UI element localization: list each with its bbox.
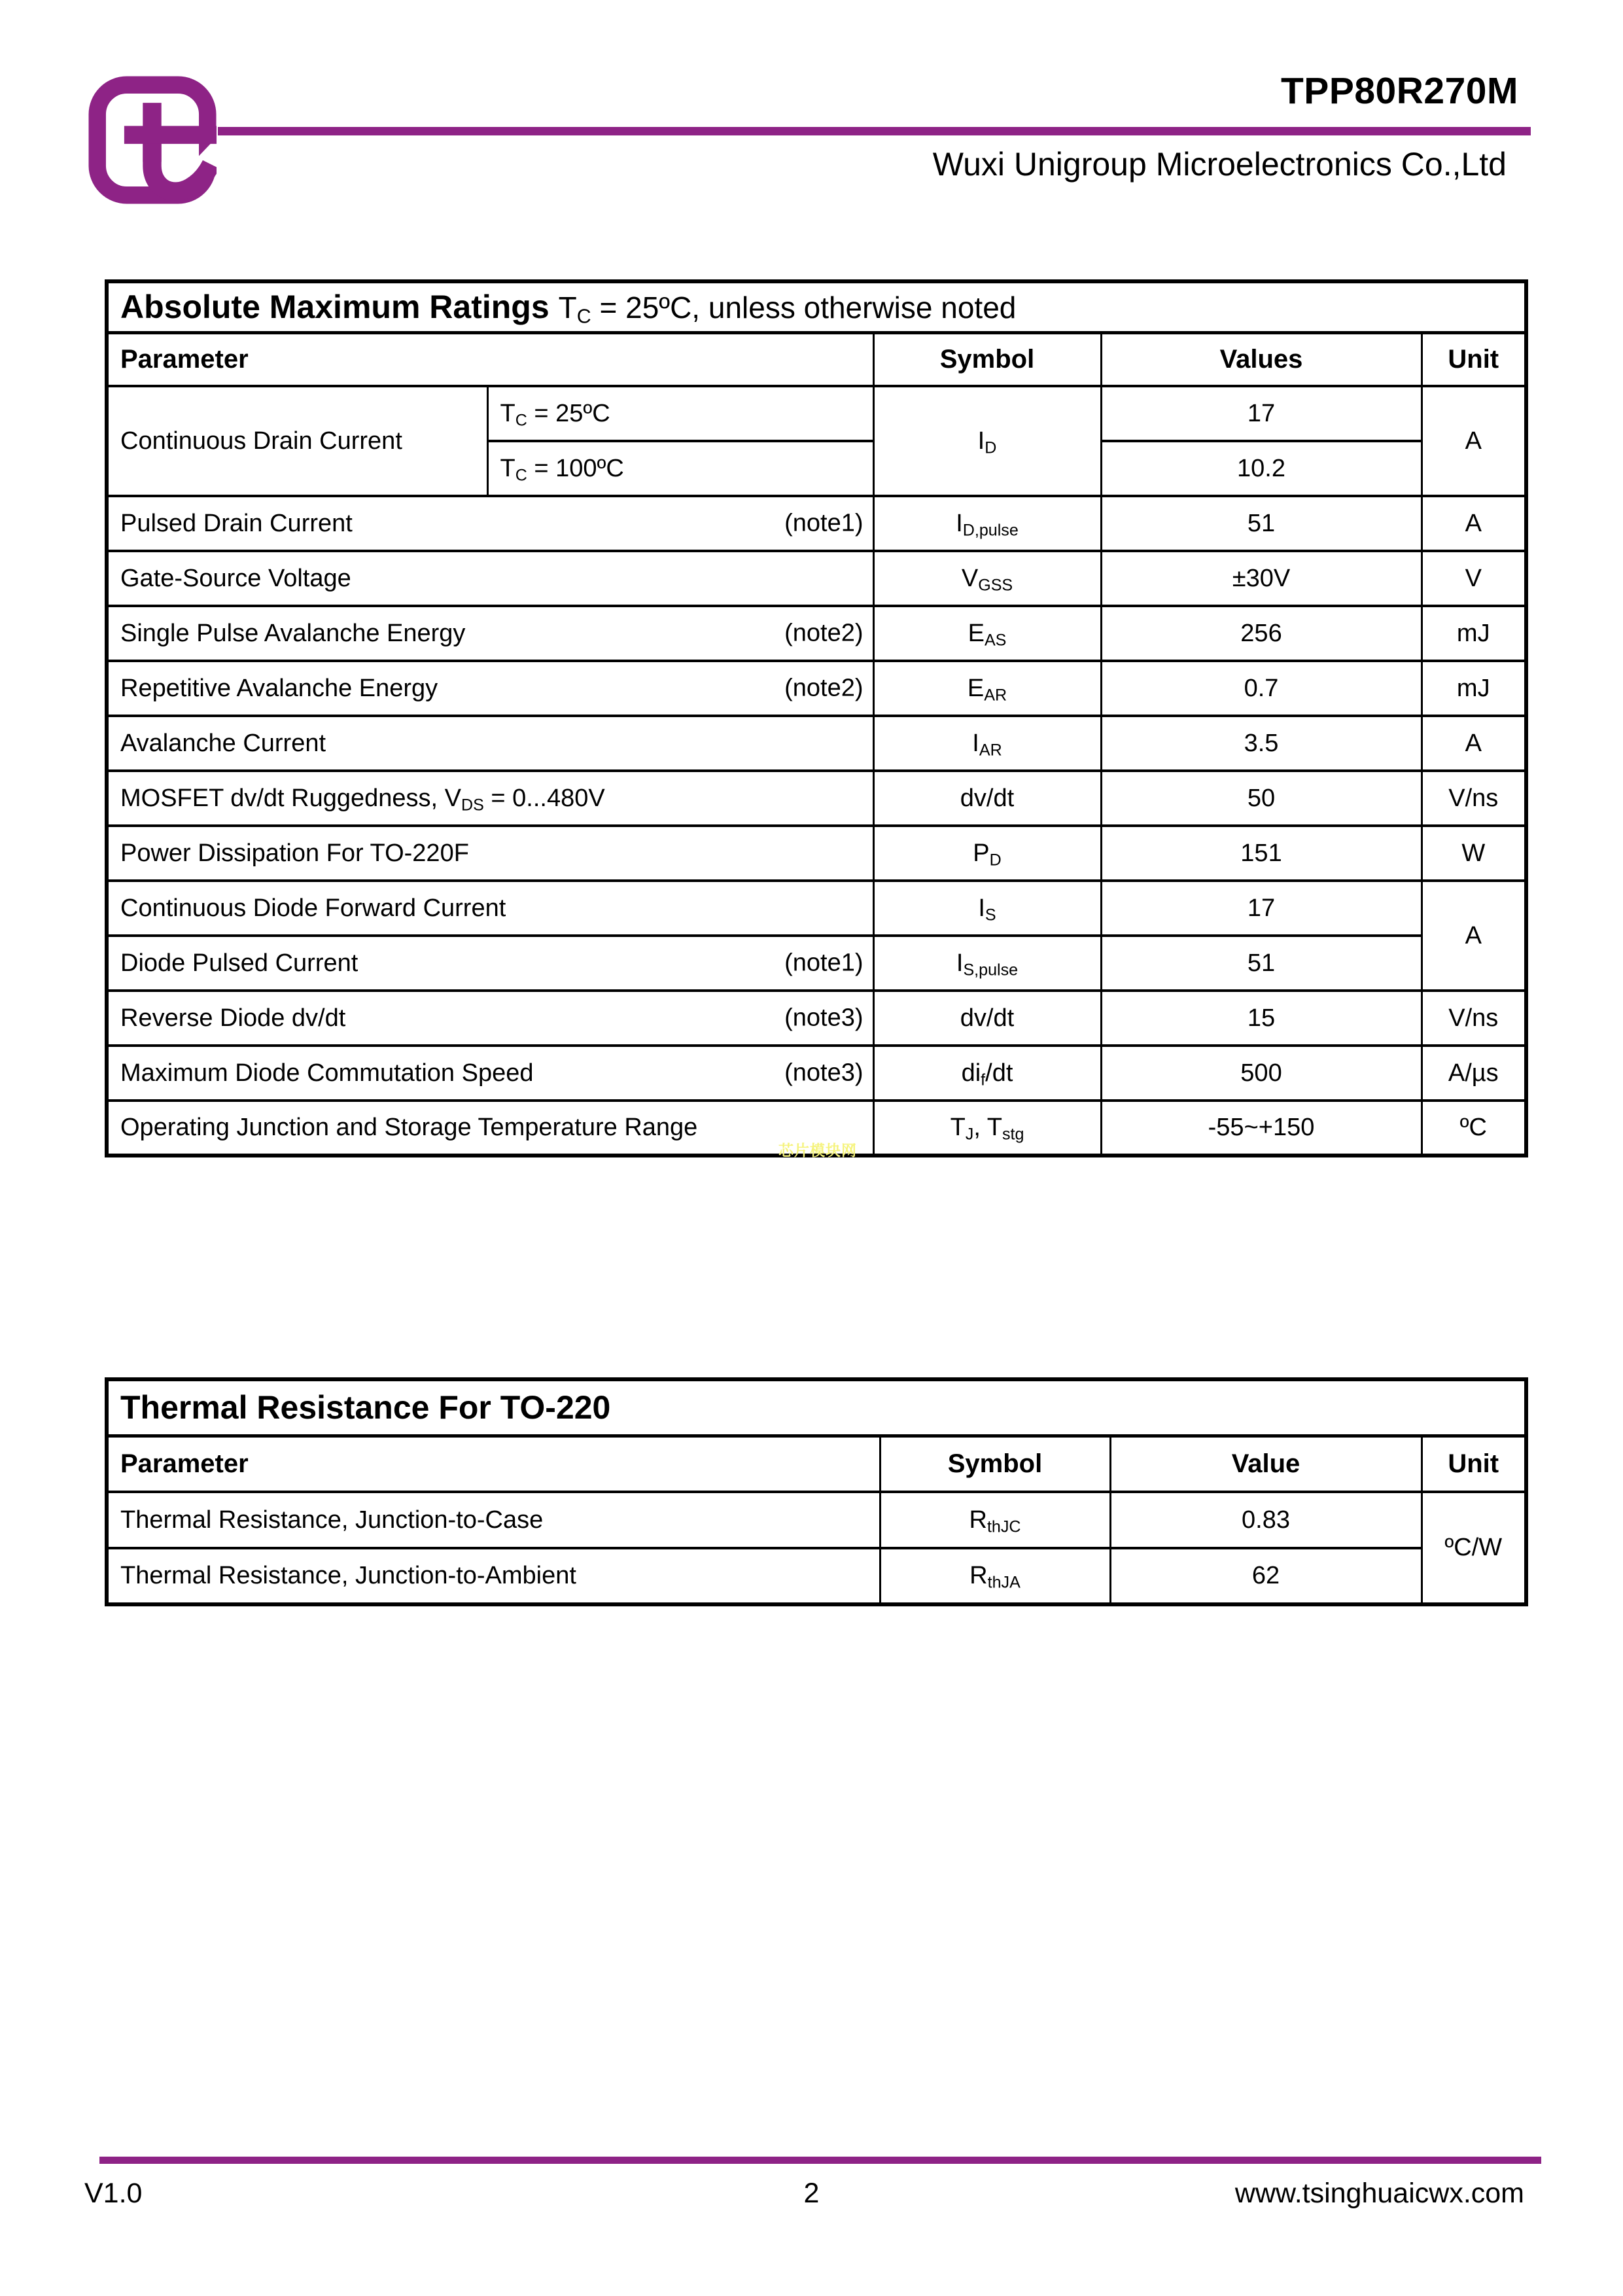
unit-cell: A — [1422, 716, 1526, 771]
table-row — [107, 386, 1526, 441]
symbol-cell: $T_J$, $T_{stg}$ — [873, 1101, 1101, 1156]
table-row — [107, 496, 1526, 551]
table-row — [107, 281, 1526, 332]
param-cell: Power Dissipation For TO-220F — [107, 826, 873, 881]
symbol-cell: $R_{thJA}$ — [880, 1548, 1110, 1604]
table-header-row — [107, 332, 1526, 386]
param-cell: Avalanche Current — [107, 716, 873, 771]
symbol-cell: $E_{AS}$ — [873, 606, 1101, 661]
value-cell: 151 — [1101, 826, 1422, 881]
column-header-parameter: Parameter — [107, 332, 873, 386]
unit-cell: ºC — [1422, 1101, 1526, 1156]
symbol-cell: $I_{AR}$ — [873, 716, 1101, 771]
symbol-cell: $P_D$ — [873, 826, 1101, 881]
symbol-cell: $E_{AR}$ — [873, 661, 1101, 716]
value-cell: 51 — [1101, 496, 1422, 551]
param-cell: MOSFET dv/dt Ruggedness, $V_{DS} = 0...480V$ — [107, 771, 873, 826]
symbol-cell: $R_{thJC}$ — [880, 1492, 1110, 1548]
unit-cell: V/ns — [1422, 991, 1526, 1046]
value-cell: ±30V — [1101, 551, 1422, 606]
footer-version: V1.0 — [84, 2178, 143, 2209]
value-cell: 17 — [1101, 881, 1422, 936]
table-row — [107, 1492, 1526, 1548]
table-title-cell — [107, 281, 1526, 332]
table-row — [107, 991, 1526, 1046]
table-title: Thermal Resistance For TO-220 — [120, 1389, 611, 1426]
company-name: Wuxi Unigroup Microelectronics Co.,Ltd — [932, 146, 1507, 183]
note-label: (note3) — [784, 1004, 864, 1032]
column-header-unit: Unit — [1422, 1436, 1526, 1492]
param-cell: Pulsed Drain Current (note1) — [107, 496, 873, 551]
table-row — [107, 771, 1526, 826]
param-cell: Continuous Diode Forward Current — [107, 881, 873, 936]
table-row — [107, 881, 1526, 936]
symbol-cell: $V_{GSS}$ — [873, 551, 1101, 606]
column-header-parameter: Parameter — [107, 1436, 880, 1492]
unit-cell: V — [1422, 551, 1526, 606]
symbol-cell: dv/dt — [873, 771, 1101, 826]
header-rule — [218, 127, 1531, 135]
value-cell: 0.83 — [1110, 1492, 1422, 1548]
value-cell: 0.7 — [1101, 661, 1422, 716]
unit-cell: A — [1422, 386, 1526, 496]
value-cell: 62 — [1110, 1548, 1422, 1604]
table-row — [107, 936, 1526, 991]
symbol-cell: $I_S$ — [873, 881, 1101, 936]
part-number: TPP80R270M — [1280, 70, 1518, 112]
footer-website: www.tsinghuaicwx.com — [1234, 2178, 1524, 2209]
table-row — [107, 1046, 1526, 1101]
unit-cell: W — [1422, 826, 1526, 881]
condition-cell: $T_C$ = 100ºC — [487, 441, 873, 496]
column-header-symbol: Symbol — [873, 332, 1101, 386]
table-row — [107, 826, 1526, 881]
symbol-cell: $di_f/dt$ — [873, 1046, 1101, 1101]
param-cell: Continuous Drain Current — [107, 386, 487, 496]
unit-cell: A — [1422, 881, 1526, 991]
footer-page-number: 2 — [803, 2178, 820, 2209]
watermark: 芯片模块网 — [778, 1142, 857, 1159]
table-row — [107, 661, 1526, 716]
param-cell: Repetitive Avalanche Energy (note2) — [107, 661, 873, 716]
unit-cell: mJ — [1422, 606, 1526, 661]
param-cell: Thermal Resistance, Junction-to-Case — [107, 1492, 880, 1548]
note-label: (note3) — [784, 1059, 864, 1087]
column-header-values: Values — [1101, 332, 1422, 386]
value-cell: 256 — [1101, 606, 1422, 661]
param-cell: Operating Junction and Storage Temperature Range — [107, 1101, 873, 1156]
symbol-cell: $I_{S,pulse}$ — [873, 936, 1101, 991]
table-row — [107, 606, 1526, 661]
value-cell: 50 — [1101, 771, 1422, 826]
param-cell: Single Pulse Avalanche Energy (note2) — [107, 606, 873, 661]
note-label: (note1) — [784, 949, 864, 977]
value-cell: 3.5 — [1101, 716, 1422, 771]
unit-cell: V/ns — [1422, 771, 1526, 826]
column-header-value: Value — [1110, 1436, 1422, 1492]
table-row — [107, 1548, 1526, 1604]
column-header-symbol: Symbol — [880, 1436, 1110, 1492]
param-cell: Maximum Diode Commutation Speed (note3) — [107, 1046, 873, 1101]
column-header-unit: Unit — [1422, 332, 1526, 386]
value-cell: 500 — [1101, 1046, 1422, 1101]
absolute-maximum-ratings-table — [105, 279, 1528, 1157]
value-cell: 10.2 — [1101, 441, 1422, 496]
value-cell: 51 — [1101, 936, 1422, 991]
table-title: Absolute Maximum Ratings — [120, 289, 550, 326]
unit-cell: A — [1422, 496, 1526, 551]
note-label: (note2) — [784, 619, 864, 647]
value-cell: -55~+150 — [1101, 1101, 1422, 1156]
footer-rule — [99, 2157, 1541, 2164]
param-cell: Thermal Resistance, Junction-to-Ambient — [107, 1548, 880, 1604]
unit-cell: A/µs — [1422, 1046, 1526, 1101]
table-title-conditions: $T_C$ = 25ºC, unless otherwise noted — [558, 291, 1017, 328]
param-cell: Gate-Source Voltage — [107, 551, 873, 606]
symbol-cell: dv/dt — [873, 991, 1101, 1046]
note-label: (note2) — [784, 674, 864, 702]
thermal-resistance-table — [105, 1377, 1528, 1606]
value-cell: 15 — [1101, 991, 1422, 1046]
table-row — [107, 716, 1526, 771]
table-row — [107, 1379, 1526, 1436]
symbol-cell: $I_D$ — [873, 386, 1101, 496]
symbol-cell: $I_{D,pulse}$ — [873, 496, 1101, 551]
param-cell: Reverse Diode dv/dt (note3) — [107, 991, 873, 1046]
unigroup-logo — [88, 76, 217, 204]
unit-cell: ºC/W — [1422, 1492, 1526, 1604]
table-row — [107, 551, 1526, 606]
condition-cell: $T_C$ = 25ºC — [487, 386, 873, 441]
unit-cell: mJ — [1422, 661, 1526, 716]
table-title-cell — [107, 1379, 1526, 1436]
unigroup-t-logo-icon — [88, 76, 217, 204]
value-cell: 17 — [1101, 386, 1422, 441]
param-cell: Diode Pulsed Current (note1) — [107, 936, 873, 991]
table-header-row — [107, 1436, 1526, 1492]
note-label: (note1) — [784, 509, 864, 537]
